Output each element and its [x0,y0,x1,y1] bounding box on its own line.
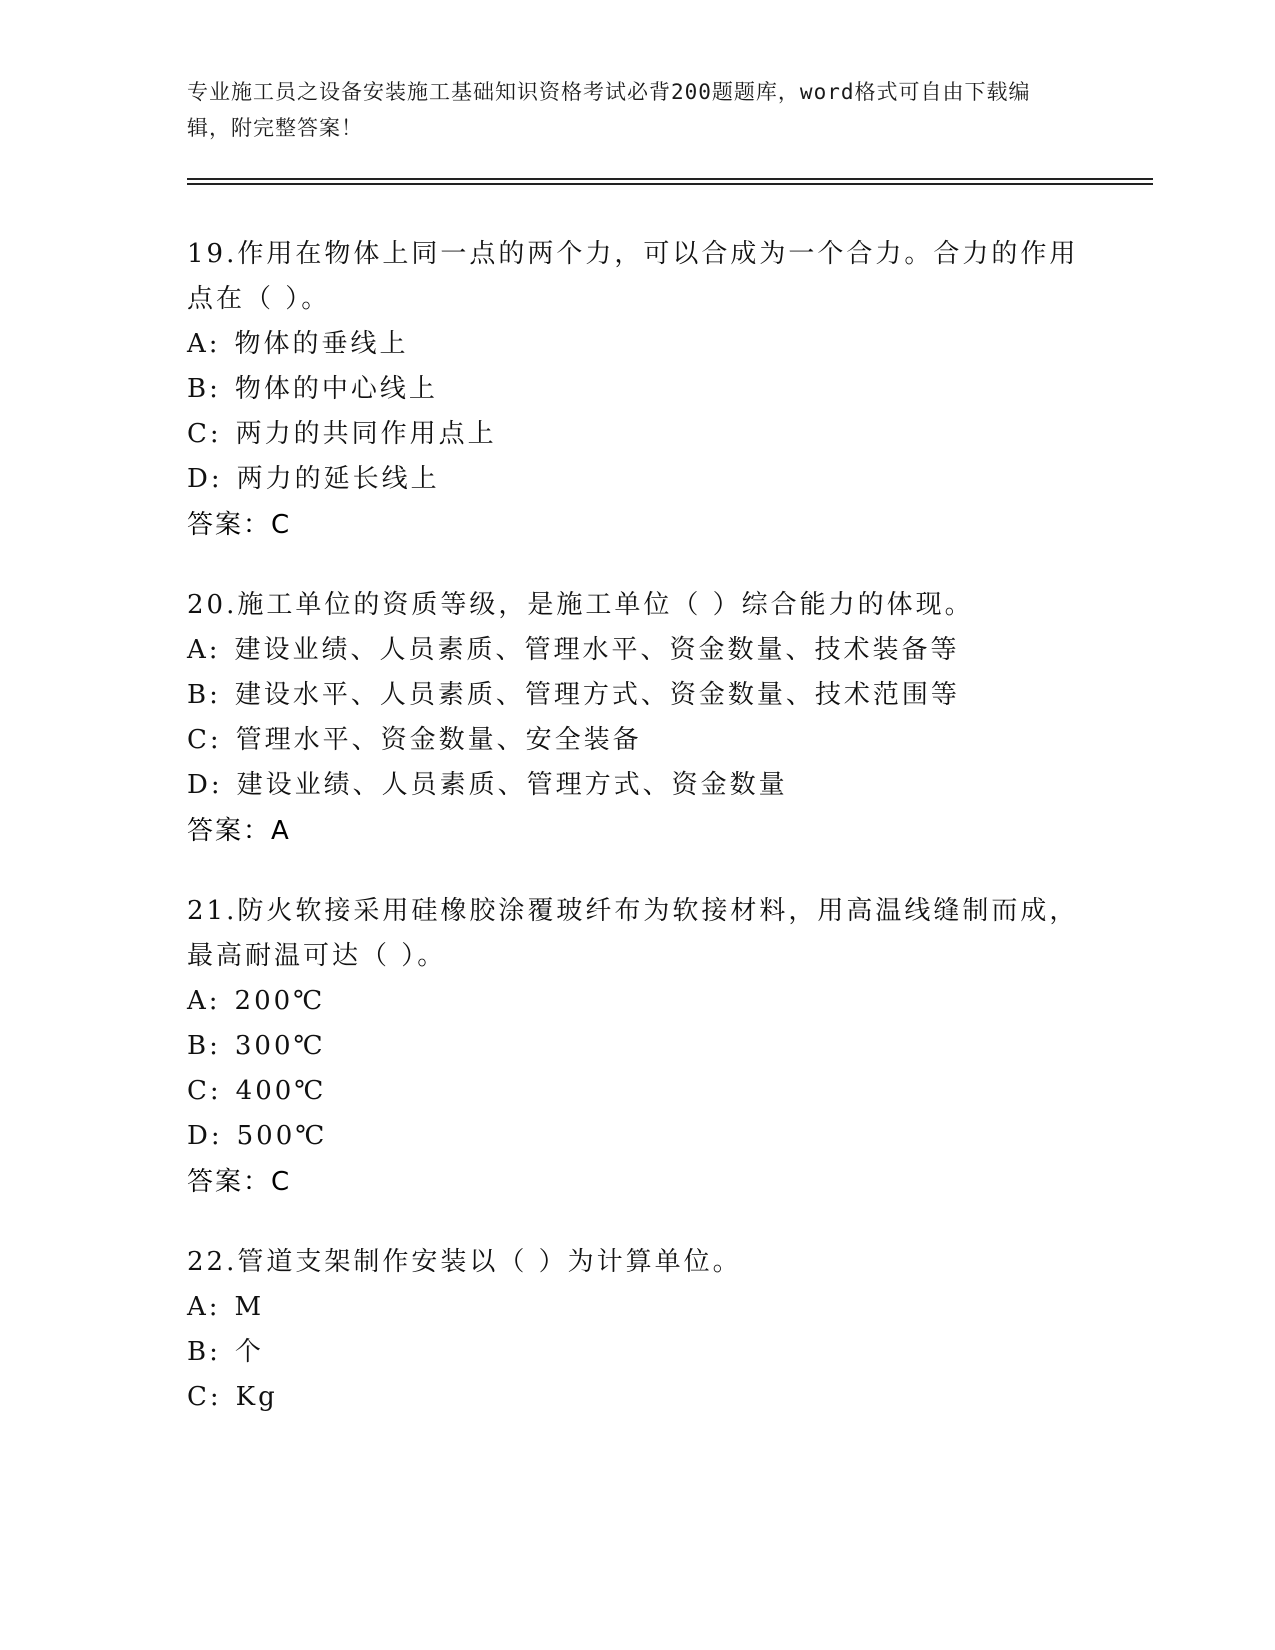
option-text: 物体的垂线上 [234,329,409,359]
option-letter: A: [187,329,221,359]
option-text: 建设水平、人员素质、管理方式、资金数量、技术范围等 [234,680,960,710]
question-stem: 22.管道支架制作安装以（ ）为计算单位。 [187,1247,742,1277]
option-d [187,763,1087,808]
option-text: 300℃ [234,1031,326,1061]
option-text: 两力的延长线上 [236,464,440,494]
document-header: 专业施工员之设备安装施工基础知识资格考试必背200题题库，word格式可自由下载编辑，附完整答案！ [187,80,1031,140]
question-stem: 20.施工单位的资质等级，是施工单位（ ）综合能力的体现。 [187,590,974,620]
option-a [187,628,1087,673]
option-b [187,367,1087,412]
option-letter: D: [187,770,223,800]
option-text: 200℃ [234,986,326,1016]
option-letter: B: [187,1337,221,1367]
option-a [187,979,1087,1024]
answer-line: 答案：C [187,1167,292,1197]
option-letter: C: [187,1382,222,1412]
option-text: 物体的中心线上 [234,374,438,404]
option-text: 建设业绩、人员素质、管理方式、资金数量 [236,770,788,800]
answer-line: 答案：A [187,816,291,846]
option-c [187,718,1087,763]
option-a [187,1285,1087,1330]
question-20 [187,583,1087,855]
question-22 [187,1240,1087,1420]
option-text: 400℃ [235,1076,327,1106]
option-text: 两力的共同作用点上 [235,419,497,449]
option-letter: C: [187,1076,222,1106]
option-text: 管理水平、资金数量、安全装备 [235,725,642,755]
question-stem: 21.防火软接采用硅橡胶涂覆玻纤布为软接材料，用高温线缝制而成，最高耐温可达（ ）。 [187,896,1079,971]
option-letter: A: [187,635,221,665]
option-letter: C: [187,419,222,449]
option-c [187,412,1087,457]
option-b [187,1330,1087,1375]
option-letter: A: [187,1292,221,1322]
option-b [187,673,1087,718]
option-text: Kg [235,1382,278,1412]
option-a [187,322,1087,367]
option-d [187,457,1087,502]
header-rule-top [187,178,1153,180]
option-text: M [234,1292,265,1322]
question-21 [187,889,1087,1206]
question-19 [187,232,1087,549]
option-b [187,1024,1087,1069]
answer-line: 答案：C [187,510,292,540]
option-letter: A: [187,986,221,1016]
option-text: 个 [234,1337,264,1367]
option-letter: D: [187,1121,223,1151]
option-letter: B: [187,374,221,404]
option-text: 500℃ [236,1121,328,1151]
option-c [187,1375,1087,1420]
option-d [187,1114,1087,1159]
option-letter: D: [187,464,223,494]
option-letter: B: [187,1031,221,1061]
option-letter: B: [187,680,221,710]
header-rule-bottom [187,183,1153,185]
question-list [187,232,1087,1454]
question-stem: 19.作用在物体上同一点的两个力，可以合成为一个合力。合力的作用点在（ ）。 [187,239,1079,314]
option-text: 建设业绩、人员素质、管理水平、资金数量、技术装备等 [234,635,960,665]
option-c [187,1069,1087,1114]
option-letter: C: [187,725,222,755]
